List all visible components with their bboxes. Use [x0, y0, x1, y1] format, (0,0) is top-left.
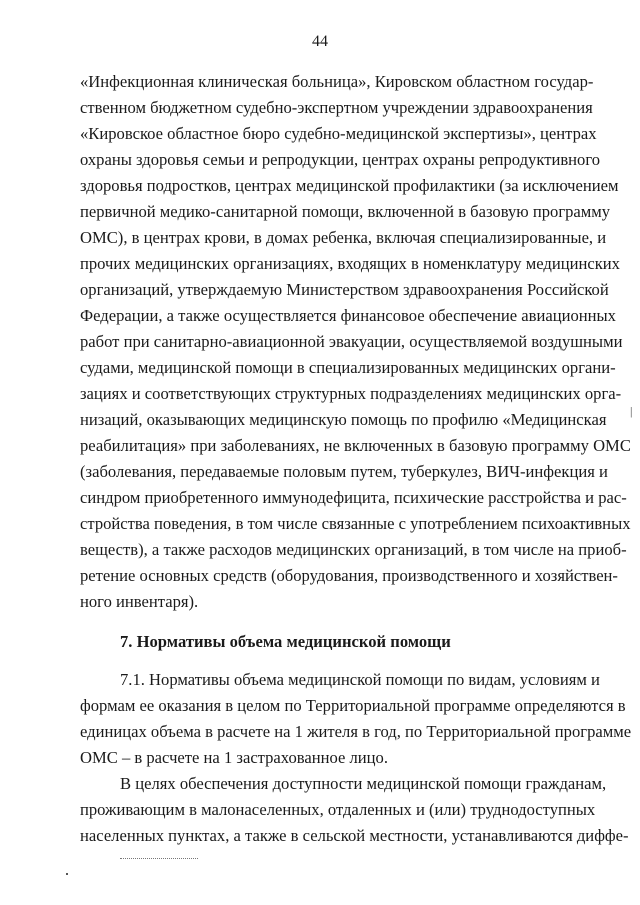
- paragraph-3-line: населенных пунктах, а также в сельской местности, устанавливаются диффе-: [80, 826, 629, 845]
- paragraph-3-line: В целях обеспечения доступности медицинской помощи гражданам,: [120, 774, 607, 793]
- paragraph-1-line: ретение основных средств (оборудования, производственного и хозяйствен-: [80, 566, 618, 585]
- paragraph-1-line: реабилитация» при заболеваниях, не включенных в базовую программу ОМС: [80, 436, 631, 455]
- paragraph-1-line: низаций, оказывающих медицинскую помощь по профилю «Медицинская: [80, 410, 607, 429]
- paragraph-2-line: 7.1. Нормативы объема медицинской помощи по видам, условиям и: [120, 670, 600, 689]
- paragraph-2-line: ОМС – в расчете на 1 застрахованное лицо.: [80, 748, 388, 767]
- paragraph-1-line: Федерации, а также осуществляется финансовое обеспечение авиационных: [80, 306, 616, 325]
- paragraph-1-line: зациях и соответствующих структурных подразделениях медицинских орга-: [80, 384, 622, 403]
- paragraph-1-line: «Инфекционная клиническая больница», Кировском областном государ-: [80, 72, 594, 91]
- paragraph-1-line: ственном бюджетном судебно-экспертном учреждении здравоохранения: [80, 98, 593, 117]
- page-number: 44: [312, 33, 328, 50]
- paragraph-1-line: стройства поведения, в том числе связанные с употреблением психоактивных: [80, 514, 631, 533]
- scan-artifact: [120, 858, 198, 861]
- paragraph-1-line: первичной медико-санитарной помощи, включенной в базовую программу: [80, 202, 611, 221]
- paragraph-1-line: ного инвентаря).: [80, 592, 199, 611]
- margin-mark: |: [630, 404, 633, 418]
- paragraph-1-line: охраны здоровья семьи и репродукции, центрах охраны репродуктивного: [80, 150, 601, 169]
- paragraph-1-line: ОМС), в центрах крови, в домах ребенка, включая специализированные, и: [80, 228, 607, 247]
- paragraph-2-line: формам ее оказания в целом по Территориальной программе определяются в: [80, 696, 626, 715]
- paragraph-2-line: единицах объема в расчете на 1 жителя в год, по Территориальной программе: [80, 722, 632, 741]
- paragraph-1-line: «Кировское областное бюро судебно-медицинской экспертизы», центрах: [80, 124, 597, 143]
- paragraph-1-line: синдром приобретенного иммунодефицита, психические расстройства и рас-: [80, 488, 627, 507]
- paragraph-1-line: веществ), а также расходов медицинских организаций, в том числе на приоб-: [80, 540, 627, 559]
- paragraph-1-line: прочих медицинских организациях, входящих в номенклатуру медицинских: [80, 254, 620, 273]
- section-heading: 7. Нормативы объема медицинской помощи: [120, 632, 451, 651]
- paragraph-1-line: (заболевания, передаваемые половым путем, туберкулез, ВИЧ-инфекция и: [80, 462, 608, 481]
- paragraph-1-line: организаций, утверждаемую Министерством здравоохранения Российской: [80, 280, 609, 299]
- paragraph-1-line: судами, медицинской помощи в специализированных медицинских органи-: [80, 358, 616, 377]
- paragraph-3-line: проживающим в малонаселенных, отдаленных и (или) труднодоступных: [80, 800, 596, 819]
- paragraph-1-line: работ при санитарно-авиационной эвакуации, осуществляемой воздушными: [80, 332, 623, 351]
- paragraph-1-line: здоровья подростков, центрах медицинской профилактики (за исключением: [80, 176, 619, 195]
- scan-dot: [66, 873, 68, 875]
